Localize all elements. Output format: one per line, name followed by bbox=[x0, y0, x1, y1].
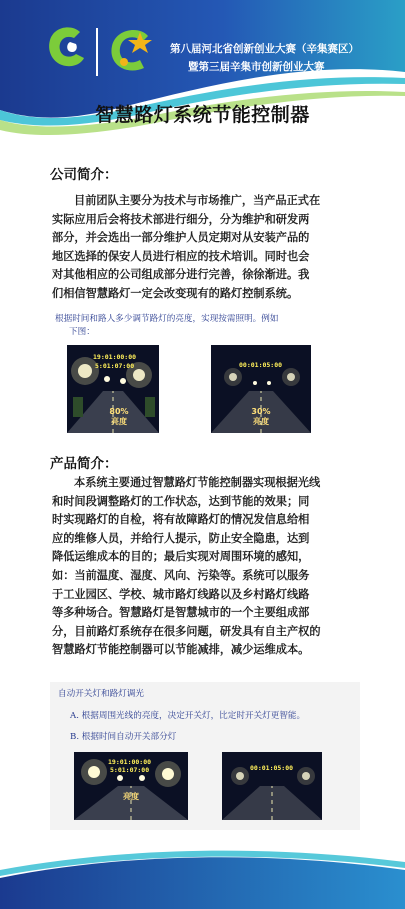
clock-readout: 00:01:05:00 bbox=[239, 361, 283, 369]
streetlight-photo bbox=[211, 345, 311, 433]
photo-caption-1-line: 下图： bbox=[69, 327, 95, 337]
clock-readout: 5:01:07:00 bbox=[110, 766, 150, 774]
product-line: 如：当前温度、湿度、风向、污染等。系统可以服务 bbox=[52, 568, 310, 582]
streetlight-photo bbox=[67, 345, 159, 433]
night-road-icon bbox=[222, 752, 322, 820]
company-line: 地区选择的保安人员进行相应的技术培训。同时也会 bbox=[52, 249, 310, 263]
company-line: 实际应用后会将技术部进行细分，分为维护和研发两 bbox=[52, 212, 310, 226]
auto-section-title: 自动开关灯和路灯调光 bbox=[58, 689, 144, 699]
logo-divider bbox=[96, 28, 98, 76]
brightness-label: 亮度 bbox=[253, 417, 269, 426]
clock-readout: 5:01:07:00 bbox=[95, 362, 135, 370]
photo-caption-1-line: 根据时间和路人多少调节路灯的亮度，实现按需照明。例如 bbox=[55, 314, 279, 324]
product-line: 时实现路灯的自检，将有故障路灯的情况发信息给相 bbox=[52, 513, 310, 527]
logo-star-icon bbox=[104, 22, 160, 78]
page-title: 智慧路灯系统节能控制器 bbox=[95, 104, 310, 126]
brightness-label: 亮度 bbox=[111, 417, 127, 426]
header-line-1: 第八届河北省创新创业大赛（辛集赛区） bbox=[170, 43, 359, 55]
footer-wave bbox=[0, 848, 405, 909]
header-line-2: 暨第三届辛集市创新创业大赛 bbox=[188, 61, 325, 73]
auto-item-a: A. 根据周围光线的亮度，决定开关灯，比定时开关灯更智能。 bbox=[70, 711, 306, 721]
logo-c-icon bbox=[44, 22, 88, 74]
clock-readout: 19:01:00:00 bbox=[93, 353, 137, 361]
product-paragraph bbox=[52, 474, 374, 660]
auto-item-b: B. 根据时间自动开关部分灯 bbox=[70, 732, 177, 742]
photo-caption-1 bbox=[55, 313, 365, 339]
company-line: 部分，并会选出一部分维护人员定期对从安装产品的 bbox=[52, 231, 310, 245]
company-line: 对其他相应的公司组成部分进行完善，徐徐渐进。我 bbox=[52, 268, 310, 282]
clock-readout: 00:01:05:00 bbox=[250, 764, 294, 772]
company-line: 目前团队主要分为技术与市场推广，当产品正式在 bbox=[74, 194, 321, 207]
product-line: 分，目前路灯系统存在很多问题，研发具有自主产权的 bbox=[52, 624, 321, 638]
product-line: 本系统主要通过智慧路灯节能控制器实现根据光线 bbox=[74, 476, 321, 489]
clock-readout: 19:01:00:00 bbox=[108, 758, 152, 766]
product-line: 于工业园区、学校、城市路灯线路以及乡村路灯线路 bbox=[52, 587, 310, 601]
company-heading: 公司简介： bbox=[50, 167, 118, 183]
brightness-percent: 80% bbox=[109, 407, 129, 416]
company-line: 们相信智慧路灯一定会改变现有的路灯控制系统。 bbox=[52, 286, 299, 300]
brightness-percent: 30% bbox=[251, 407, 271, 416]
product-line: 等多种场合。智慧路灯是智慧城市的一个主要组成部 bbox=[52, 606, 310, 620]
product-line: 降低运维成本的目的；最后实现对周围环境的感知， bbox=[52, 550, 310, 564]
streetlight-photo bbox=[222, 752, 322, 820]
product-heading: 产品简介： bbox=[50, 456, 118, 472]
product-line: 和时间段调整路灯的工作状态，达到节能的效果；同 bbox=[52, 494, 310, 508]
product-line: 应的维修人员，并给行人提示，防止安全隐患，达到 bbox=[52, 531, 310, 545]
streetlight-photo bbox=[74, 752, 188, 820]
company-paragraph bbox=[52, 192, 374, 304]
product-line: 智慧路灯节能控制器可以节能减排，减少运维成本。 bbox=[52, 643, 310, 657]
brightness-label: 亮度 bbox=[123, 792, 139, 801]
